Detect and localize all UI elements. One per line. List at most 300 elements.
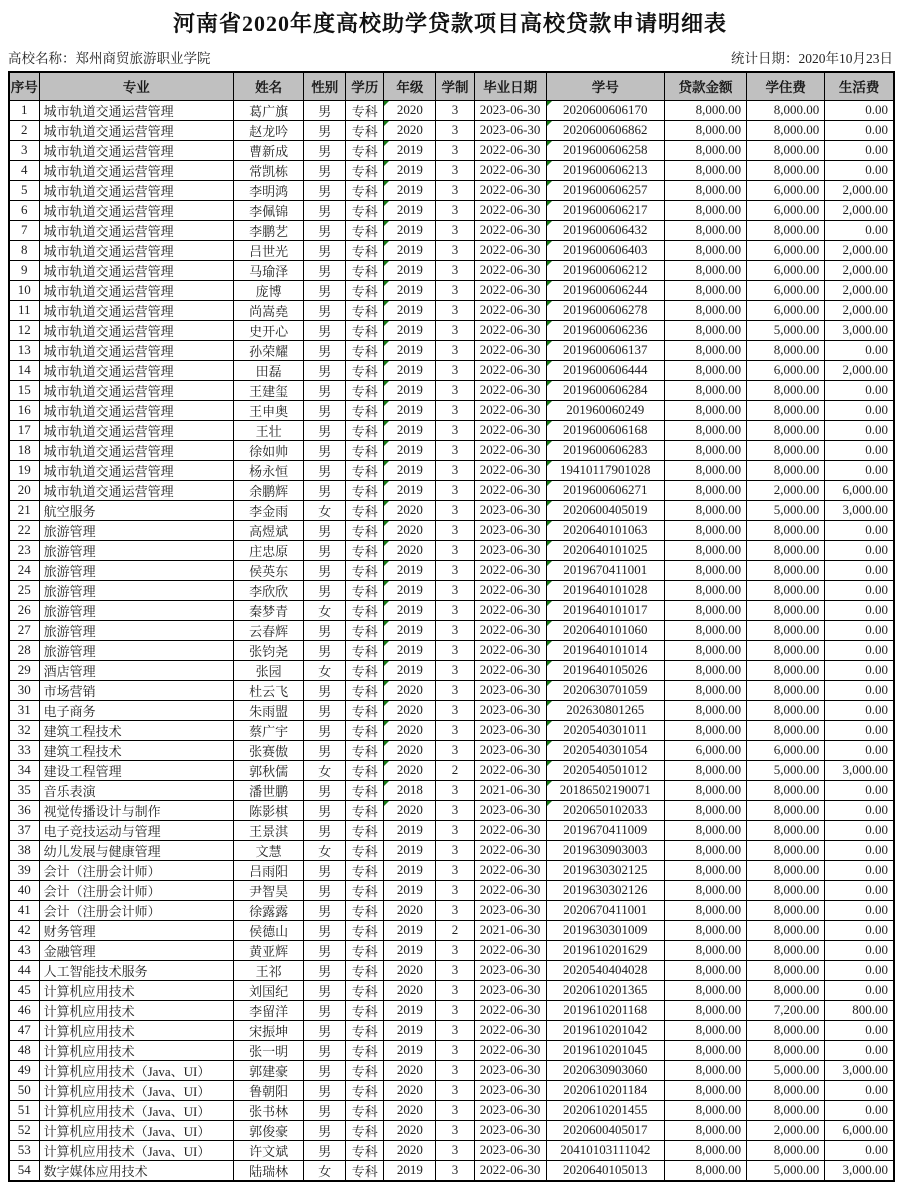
cell-tuition-housing-fee[interactable]: 8,000.00 bbox=[747, 1040, 825, 1060]
cell-duration[interactable]: 3 bbox=[436, 720, 474, 740]
cell-grad-date[interactable]: 2021-06-30 bbox=[474, 780, 546, 800]
cell-tuition-housing-fee[interactable]: 2,000.00 bbox=[747, 480, 825, 500]
cell-loan-amount[interactable]: 8,000.00 bbox=[664, 640, 746, 660]
cell-name[interactable]: 徐露露 bbox=[234, 900, 304, 920]
cell-seq[interactable]: 20 bbox=[9, 480, 39, 500]
cell-major[interactable]: 城市轨道交通运营管理 bbox=[39, 300, 233, 320]
cell-major[interactable]: 城市轨道交通运营管理 bbox=[39, 240, 233, 260]
cell-grad-date[interactable]: 2022-06-30 bbox=[474, 1000, 546, 1020]
cell-grad-date[interactable]: 2022-06-30 bbox=[474, 140, 546, 160]
cell-major[interactable]: 建筑工程技术 bbox=[39, 740, 233, 760]
cell-student-id[interactable]: 2019640101017 bbox=[546, 600, 664, 620]
cell-student-id[interactable]: 2019600606137 bbox=[546, 340, 664, 360]
cell-student-id[interactable]: 2020540301054 bbox=[546, 740, 664, 760]
cell-living-fee[interactable]: 0.00 bbox=[825, 820, 894, 840]
cell-name[interactable]: 尹智昊 bbox=[234, 880, 304, 900]
cell-grade[interactable]: 2020 bbox=[384, 1140, 436, 1160]
cell-living-fee[interactable]: 2,000.00 bbox=[825, 240, 894, 260]
cell-duration[interactable]: 3 bbox=[436, 100, 474, 120]
cell-name[interactable]: 侯英东 bbox=[234, 560, 304, 580]
cell-duration[interactable]: 3 bbox=[436, 520, 474, 540]
cell-major[interactable]: 城市轨道交通运营管理 bbox=[39, 400, 233, 420]
cell-gender[interactable]: 男 bbox=[304, 460, 346, 480]
cell-name[interactable]: 赵龙吟 bbox=[234, 120, 304, 140]
cell-loan-amount[interactable]: 8,000.00 bbox=[664, 820, 746, 840]
cell-loan-amount[interactable]: 8,000.00 bbox=[664, 620, 746, 640]
cell-gender[interactable]: 男 bbox=[304, 340, 346, 360]
cell-seq[interactable]: 13 bbox=[9, 340, 39, 360]
cell-duration[interactable]: 3 bbox=[436, 900, 474, 920]
cell-name[interactable]: 李金雨 bbox=[234, 500, 304, 520]
cell-tuition-housing-fee[interactable]: 8,000.00 bbox=[747, 420, 825, 440]
cell-student-id[interactable]: 2019600606444 bbox=[546, 360, 664, 380]
cell-student-id[interactable]: 2019600606257 bbox=[546, 180, 664, 200]
cell-gender[interactable]: 男 bbox=[304, 540, 346, 560]
cell-major[interactable]: 城市轨道交通运营管理 bbox=[39, 200, 233, 220]
cell-name[interactable]: 庞博 bbox=[234, 280, 304, 300]
cell-name[interactable]: 陆瑞林 bbox=[234, 1160, 304, 1181]
cell-grad-date[interactable]: 2022-06-30 bbox=[474, 1160, 546, 1181]
cell-tuition-housing-fee[interactable]: 8,000.00 bbox=[747, 680, 825, 700]
cell-degree[interactable]: 专科 bbox=[346, 1060, 384, 1080]
cell-degree[interactable]: 专科 bbox=[346, 1100, 384, 1120]
cell-grade[interactable]: 2019 bbox=[384, 220, 436, 240]
cell-student-id[interactable]: 2019610201629 bbox=[546, 940, 664, 960]
cell-grade[interactable]: 2019 bbox=[384, 440, 436, 460]
cell-degree[interactable]: 专科 bbox=[346, 240, 384, 260]
cell-duration[interactable]: 3 bbox=[436, 140, 474, 160]
cell-major[interactable]: 会计（注册会计师） bbox=[39, 860, 233, 880]
cell-tuition-housing-fee[interactable]: 5,000.00 bbox=[747, 1160, 825, 1181]
cell-living-fee[interactable]: 2,000.00 bbox=[825, 180, 894, 200]
cell-living-fee[interactable]: 0.00 bbox=[825, 380, 894, 400]
cell-living-fee[interactable]: 0.00 bbox=[825, 340, 894, 360]
cell-duration[interactable]: 3 bbox=[436, 340, 474, 360]
cell-seq[interactable]: 48 bbox=[9, 1040, 39, 1060]
cell-major[interactable]: 城市轨道交通运营管理 bbox=[39, 160, 233, 180]
cell-living-fee[interactable]: 0.00 bbox=[825, 1080, 894, 1100]
cell-duration[interactable]: 3 bbox=[436, 400, 474, 420]
cell-tuition-housing-fee[interactable]: 8,000.00 bbox=[747, 700, 825, 720]
cell-seq[interactable]: 54 bbox=[9, 1160, 39, 1181]
cell-grade[interactable]: 2019 bbox=[384, 380, 436, 400]
cell-grad-date[interactable]: 2023-06-30 bbox=[474, 500, 546, 520]
cell-grad-date[interactable]: 2022-06-30 bbox=[474, 280, 546, 300]
cell-name[interactable]: 吕雨阳 bbox=[234, 860, 304, 880]
cell-degree[interactable]: 专科 bbox=[346, 300, 384, 320]
cell-loan-amount[interactable]: 8,000.00 bbox=[664, 900, 746, 920]
cell-living-fee[interactable]: 0.00 bbox=[825, 800, 894, 820]
cell-living-fee[interactable]: 6,000.00 bbox=[825, 480, 894, 500]
cell-tuition-housing-fee[interactable]: 8,000.00 bbox=[747, 940, 825, 960]
cell-grad-date[interactable]: 2022-06-30 bbox=[474, 440, 546, 460]
cell-name[interactable]: 潘世鹏 bbox=[234, 780, 304, 800]
cell-grade[interactable]: 2019 bbox=[384, 640, 436, 660]
cell-degree[interactable]: 专科 bbox=[346, 160, 384, 180]
cell-grad-date[interactable]: 2023-06-30 bbox=[474, 700, 546, 720]
cell-seq[interactable]: 41 bbox=[9, 900, 39, 920]
cell-student-id[interactable]: 2019610201045 bbox=[546, 1040, 664, 1060]
cell-student-id[interactable]: 2019640105026 bbox=[546, 660, 664, 680]
cell-name[interactable]: 杨永恒 bbox=[234, 460, 304, 480]
cell-major[interactable]: 数字媒体应用技术 bbox=[39, 1160, 233, 1181]
cell-duration[interactable]: 3 bbox=[436, 700, 474, 720]
cell-loan-amount[interactable]: 8,000.00 bbox=[664, 500, 746, 520]
cell-name[interactable]: 王景淇 bbox=[234, 820, 304, 840]
cell-living-fee[interactable]: 2,000.00 bbox=[825, 360, 894, 380]
cell-loan-amount[interactable]: 8,000.00 bbox=[664, 920, 746, 940]
cell-tuition-housing-fee[interactable]: 8,000.00 bbox=[747, 1080, 825, 1100]
cell-grad-date[interactable]: 2022-06-30 bbox=[474, 840, 546, 860]
cell-seq[interactable]: 38 bbox=[9, 840, 39, 860]
cell-duration[interactable]: 3 bbox=[436, 580, 474, 600]
cell-duration[interactable]: 3 bbox=[436, 620, 474, 640]
cell-living-fee[interactable]: 0.00 bbox=[825, 920, 894, 940]
cell-grad-date[interactable]: 2022-06-30 bbox=[474, 1020, 546, 1040]
cell-grade[interactable]: 2019 bbox=[384, 600, 436, 620]
cell-tuition-housing-fee[interactable]: 8,000.00 bbox=[747, 620, 825, 640]
cell-duration[interactable]: 3 bbox=[436, 660, 474, 680]
cell-grade[interactable]: 2019 bbox=[384, 200, 436, 220]
cell-loan-amount[interactable]: 8,000.00 bbox=[664, 720, 746, 740]
cell-student-id[interactable]: 2019600606212 bbox=[546, 260, 664, 280]
cell-gender[interactable]: 女 bbox=[304, 660, 346, 680]
cell-tuition-housing-fee[interactable]: 6,000.00 bbox=[747, 280, 825, 300]
cell-name[interactable]: 郭建豪 bbox=[234, 1060, 304, 1080]
cell-grade[interactable]: 2019 bbox=[384, 140, 436, 160]
cell-name[interactable]: 刘国纪 bbox=[234, 980, 304, 1000]
cell-duration[interactable]: 3 bbox=[436, 260, 474, 280]
cell-gender[interactable]: 男 bbox=[304, 720, 346, 740]
cell-tuition-housing-fee[interactable]: 8,000.00 bbox=[747, 880, 825, 900]
cell-living-fee[interactable]: 0.00 bbox=[825, 660, 894, 680]
cell-grad-date[interactable]: 2022-06-30 bbox=[474, 1040, 546, 1060]
cell-grade[interactable]: 2020 bbox=[384, 1100, 436, 1120]
cell-gender[interactable]: 男 bbox=[304, 740, 346, 760]
cell-duration[interactable]: 3 bbox=[436, 1120, 474, 1140]
cell-tuition-housing-fee[interactable]: 8,000.00 bbox=[747, 1100, 825, 1120]
cell-name[interactable]: 秦梦青 bbox=[234, 600, 304, 620]
cell-loan-amount[interactable]: 8,000.00 bbox=[664, 520, 746, 540]
cell-grade[interactable]: 2020 bbox=[384, 1120, 436, 1140]
cell-student-id[interactable]: 2019600606213 bbox=[546, 160, 664, 180]
cell-duration[interactable]: 3 bbox=[436, 480, 474, 500]
cell-student-id[interactable]: 2020540301011 bbox=[546, 720, 664, 740]
cell-major[interactable]: 城市轨道交通运营管理 bbox=[39, 280, 233, 300]
cell-major[interactable]: 城市轨道交通运营管理 bbox=[39, 380, 233, 400]
cell-degree[interactable]: 专科 bbox=[346, 560, 384, 580]
cell-living-fee[interactable]: 3,000.00 bbox=[825, 500, 894, 520]
cell-tuition-housing-fee[interactable]: 6,000.00 bbox=[747, 240, 825, 260]
cell-degree[interactable]: 专科 bbox=[346, 700, 384, 720]
cell-loan-amount[interactable]: 8,000.00 bbox=[664, 100, 746, 120]
cell-loan-amount[interactable]: 8,000.00 bbox=[664, 340, 746, 360]
cell-duration[interactable]: 3 bbox=[436, 1060, 474, 1080]
cell-major[interactable]: 建设工程管理 bbox=[39, 760, 233, 780]
cell-student-id[interactable]: 2019600606236 bbox=[546, 320, 664, 340]
cell-major[interactable]: 城市轨道交通运营管理 bbox=[39, 220, 233, 240]
cell-grad-date[interactable]: 2023-06-30 bbox=[474, 1140, 546, 1160]
cell-loan-amount[interactable]: 8,000.00 bbox=[664, 1140, 746, 1160]
cell-duration[interactable]: 3 bbox=[436, 460, 474, 480]
cell-seq[interactable]: 43 bbox=[9, 940, 39, 960]
cell-gender[interactable]: 女 bbox=[304, 760, 346, 780]
cell-living-fee[interactable]: 0.00 bbox=[825, 940, 894, 960]
cell-tuition-housing-fee[interactable]: 8,000.00 bbox=[747, 800, 825, 820]
cell-duration[interactable]: 3 bbox=[436, 1100, 474, 1120]
cell-duration[interactable]: 3 bbox=[436, 320, 474, 340]
cell-degree[interactable]: 专科 bbox=[346, 760, 384, 780]
cell-grade[interactable]: 2019 bbox=[384, 260, 436, 280]
cell-loan-amount[interactable]: 8,000.00 bbox=[664, 700, 746, 720]
cell-grad-date[interactable]: 2023-06-30 bbox=[474, 1080, 546, 1100]
cell-degree[interactable]: 专科 bbox=[346, 880, 384, 900]
cell-degree[interactable]: 专科 bbox=[346, 720, 384, 740]
cell-seq[interactable]: 53 bbox=[9, 1140, 39, 1160]
cell-living-fee[interactable]: 2,000.00 bbox=[825, 280, 894, 300]
cell-tuition-housing-fee[interactable]: 8,000.00 bbox=[747, 820, 825, 840]
cell-living-fee[interactable]: 0.00 bbox=[825, 580, 894, 600]
cell-major[interactable]: 计算机应用技术 bbox=[39, 1000, 233, 1020]
cell-student-id[interactable]: 19410117901028 bbox=[546, 460, 664, 480]
cell-tuition-housing-fee[interactable]: 8,000.00 bbox=[747, 460, 825, 480]
cell-tuition-housing-fee[interactable]: 8,000.00 bbox=[747, 900, 825, 920]
cell-loan-amount[interactable]: 8,000.00 bbox=[664, 780, 746, 800]
cell-living-fee[interactable]: 0.00 bbox=[825, 560, 894, 580]
cell-seq[interactable]: 2 bbox=[9, 120, 39, 140]
cell-grad-date[interactable]: 2022-06-30 bbox=[474, 380, 546, 400]
cell-tuition-housing-fee[interactable]: 8,000.00 bbox=[747, 840, 825, 860]
cell-grade[interactable]: 2019 bbox=[384, 1040, 436, 1060]
cell-major[interactable]: 城市轨道交通运营管理 bbox=[39, 100, 233, 120]
cell-gender[interactable]: 男 bbox=[304, 440, 346, 460]
cell-student-id[interactable]: 201960060249 bbox=[546, 400, 664, 420]
cell-grade[interactable]: 2020 bbox=[384, 520, 436, 540]
cell-gender[interactable]: 男 bbox=[304, 520, 346, 540]
cell-name[interactable]: 蔡广宇 bbox=[234, 720, 304, 740]
cell-tuition-housing-fee[interactable]: 6,000.00 bbox=[747, 180, 825, 200]
cell-duration[interactable]: 3 bbox=[436, 1000, 474, 1020]
cell-loan-amount[interactable]: 8,000.00 bbox=[664, 980, 746, 1000]
cell-seq[interactable]: 25 bbox=[9, 580, 39, 600]
cell-living-fee[interactable]: 3,000.00 bbox=[825, 1160, 894, 1181]
cell-seq[interactable]: 44 bbox=[9, 960, 39, 980]
cell-degree[interactable]: 专科 bbox=[346, 340, 384, 360]
cell-student-id[interactable]: 2019600606244 bbox=[546, 280, 664, 300]
cell-student-id[interactable]: 2020610201365 bbox=[546, 980, 664, 1000]
cell-grade[interactable]: 2020 bbox=[384, 980, 436, 1000]
cell-grad-date[interactable]: 2023-06-30 bbox=[474, 740, 546, 760]
cell-major[interactable]: 城市轨道交通运营管理 bbox=[39, 460, 233, 480]
cell-degree[interactable]: 专科 bbox=[346, 400, 384, 420]
cell-degree[interactable]: 专科 bbox=[346, 920, 384, 940]
cell-grade[interactable]: 2019 bbox=[384, 320, 436, 340]
cell-gender[interactable]: 男 bbox=[304, 780, 346, 800]
cell-duration[interactable]: 3 bbox=[436, 120, 474, 140]
cell-duration[interactable]: 3 bbox=[436, 640, 474, 660]
cell-living-fee[interactable]: 0.00 bbox=[825, 620, 894, 640]
cell-name[interactable]: 张书林 bbox=[234, 1100, 304, 1120]
cell-loan-amount[interactable]: 8,000.00 bbox=[664, 240, 746, 260]
cell-duration[interactable]: 3 bbox=[436, 280, 474, 300]
cell-grade[interactable]: 2019 bbox=[384, 880, 436, 900]
cell-seq[interactable]: 50 bbox=[9, 1080, 39, 1100]
cell-duration[interactable]: 3 bbox=[436, 380, 474, 400]
cell-living-fee[interactable]: 0.00 bbox=[825, 600, 894, 620]
cell-degree[interactable]: 专科 bbox=[346, 1140, 384, 1160]
cell-loan-amount[interactable]: 8,000.00 bbox=[664, 940, 746, 960]
cell-grad-date[interactable]: 2022-06-30 bbox=[474, 660, 546, 680]
cell-loan-amount[interactable]: 8,000.00 bbox=[664, 1080, 746, 1100]
cell-loan-amount[interactable]: 8,000.00 bbox=[664, 580, 746, 600]
cell-seq[interactable]: 35 bbox=[9, 780, 39, 800]
cell-grad-date[interactable]: 2022-06-30 bbox=[474, 820, 546, 840]
cell-grad-date[interactable]: 2022-06-30 bbox=[474, 260, 546, 280]
cell-living-fee[interactable]: 0.00 bbox=[825, 720, 894, 740]
cell-grade[interactable]: 2020 bbox=[384, 100, 436, 120]
cell-gender[interactable]: 男 bbox=[304, 220, 346, 240]
cell-seq[interactable]: 28 bbox=[9, 640, 39, 660]
cell-duration[interactable]: 3 bbox=[436, 560, 474, 580]
cell-gender[interactable]: 男 bbox=[304, 560, 346, 580]
cell-major[interactable]: 计算机应用技术（Java、UI） bbox=[39, 1100, 233, 1120]
cell-degree[interactable]: 专科 bbox=[346, 1120, 384, 1140]
cell-degree[interactable]: 专科 bbox=[346, 640, 384, 660]
cell-gender[interactable]: 男 bbox=[304, 160, 346, 180]
cell-degree[interactable]: 专科 bbox=[346, 840, 384, 860]
cell-degree[interactable]: 专科 bbox=[346, 980, 384, 1000]
cell-name[interactable]: 尚嵩堯 bbox=[234, 300, 304, 320]
cell-loan-amount[interactable]: 8,000.00 bbox=[664, 220, 746, 240]
cell-grad-date[interactable]: 2023-06-30 bbox=[474, 800, 546, 820]
cell-gender[interactable]: 男 bbox=[304, 880, 346, 900]
cell-living-fee[interactable]: 0.00 bbox=[825, 520, 894, 540]
cell-major[interactable]: 计算机应用技术（Java、UI） bbox=[39, 1140, 233, 1160]
cell-name[interactable]: 张一明 bbox=[234, 1040, 304, 1060]
cell-grad-date[interactable]: 2023-06-30 bbox=[474, 520, 546, 540]
cell-tuition-housing-fee[interactable]: 8,000.00 bbox=[747, 220, 825, 240]
cell-grade[interactable]: 2019 bbox=[384, 420, 436, 440]
cell-grade[interactable]: 2020 bbox=[384, 900, 436, 920]
cell-gender[interactable]: 男 bbox=[304, 1000, 346, 1020]
cell-seq[interactable]: 36 bbox=[9, 800, 39, 820]
cell-gender[interactable]: 男 bbox=[304, 960, 346, 980]
cell-student-id[interactable]: 2019600606217 bbox=[546, 200, 664, 220]
cell-seq[interactable]: 19 bbox=[9, 460, 39, 480]
cell-student-id[interactable]: 2019610201042 bbox=[546, 1020, 664, 1040]
cell-major[interactable]: 计算机应用技术（Java、UI） bbox=[39, 1060, 233, 1080]
cell-duration[interactable]: 3 bbox=[436, 500, 474, 520]
cell-name[interactable]: 王建玺 bbox=[234, 380, 304, 400]
cell-name[interactable]: 鲁朝阳 bbox=[234, 1080, 304, 1100]
cell-degree[interactable]: 专科 bbox=[346, 1020, 384, 1040]
cell-seq[interactable]: 31 bbox=[9, 700, 39, 720]
cell-living-fee[interactable]: 0.00 bbox=[825, 160, 894, 180]
cell-gender[interactable]: 男 bbox=[304, 920, 346, 940]
cell-duration[interactable]: 3 bbox=[436, 220, 474, 240]
cell-living-fee[interactable]: 0.00 bbox=[825, 420, 894, 440]
cell-living-fee[interactable]: 0.00 bbox=[825, 700, 894, 720]
cell-major[interactable]: 计算机应用技术 bbox=[39, 1040, 233, 1060]
cell-student-id[interactable]: 20186502190071 bbox=[546, 780, 664, 800]
cell-gender[interactable]: 男 bbox=[304, 1060, 346, 1080]
cell-loan-amount[interactable]: 8,000.00 bbox=[664, 280, 746, 300]
cell-living-fee[interactable]: 3,000.00 bbox=[825, 760, 894, 780]
cell-tuition-housing-fee[interactable]: 5,000.00 bbox=[747, 500, 825, 520]
cell-duration[interactable]: 3 bbox=[436, 1040, 474, 1060]
cell-degree[interactable]: 专科 bbox=[346, 860, 384, 880]
cell-seq[interactable]: 33 bbox=[9, 740, 39, 760]
cell-grade[interactable]: 2019 bbox=[384, 660, 436, 680]
cell-duration[interactable]: 3 bbox=[436, 860, 474, 880]
cell-living-fee[interactable]: 3,000.00 bbox=[825, 320, 894, 340]
cell-grad-date[interactable]: 2022-06-30 bbox=[474, 400, 546, 420]
cell-grade[interactable]: 2019 bbox=[384, 340, 436, 360]
cell-gender[interactable]: 男 bbox=[304, 280, 346, 300]
cell-seq[interactable]: 26 bbox=[9, 600, 39, 620]
cell-duration[interactable]: 3 bbox=[436, 540, 474, 560]
cell-degree[interactable]: 专科 bbox=[346, 660, 384, 680]
cell-grad-date[interactable]: 2022-06-30 bbox=[474, 640, 546, 660]
cell-grade[interactable]: 2019 bbox=[384, 1000, 436, 1020]
cell-student-id[interactable]: 2019600606283 bbox=[546, 440, 664, 460]
cell-major[interactable]: 旅游管理 bbox=[39, 600, 233, 620]
cell-loan-amount[interactable]: 6,000.00 bbox=[664, 740, 746, 760]
cell-seq[interactable]: 8 bbox=[9, 240, 39, 260]
cell-gender[interactable]: 男 bbox=[304, 700, 346, 720]
cell-grad-date[interactable]: 2022-06-30 bbox=[474, 180, 546, 200]
cell-degree[interactable]: 专科 bbox=[346, 100, 384, 120]
cell-living-fee[interactable]: 0.00 bbox=[825, 960, 894, 980]
cell-duration[interactable]: 3 bbox=[436, 240, 474, 260]
cell-grade[interactable]: 2019 bbox=[384, 460, 436, 480]
cell-seq[interactable]: 9 bbox=[9, 260, 39, 280]
cell-living-fee[interactable]: 0.00 bbox=[825, 1140, 894, 1160]
cell-degree[interactable]: 专科 bbox=[346, 280, 384, 300]
cell-duration[interactable]: 3 bbox=[436, 880, 474, 900]
cell-student-id[interactable]: 2020650102033 bbox=[546, 800, 664, 820]
cell-loan-amount[interactable]: 8,000.00 bbox=[664, 180, 746, 200]
cell-grad-date[interactable]: 2021-06-30 bbox=[474, 920, 546, 940]
cell-gender[interactable]: 男 bbox=[304, 900, 346, 920]
cell-seq[interactable]: 5 bbox=[9, 180, 39, 200]
cell-tuition-housing-fee[interactable]: 8,000.00 bbox=[747, 860, 825, 880]
cell-name[interactable]: 马瑜泽 bbox=[234, 260, 304, 280]
cell-grade[interactable]: 2018 bbox=[384, 780, 436, 800]
cell-grad-date[interactable]: 2022-06-30 bbox=[474, 620, 546, 640]
cell-student-id[interactable]: 2019630302126 bbox=[546, 880, 664, 900]
cell-tuition-housing-fee[interactable]: 8,000.00 bbox=[747, 140, 825, 160]
cell-loan-amount[interactable]: 8,000.00 bbox=[664, 120, 746, 140]
cell-student-id[interactable]: 2019600606403 bbox=[546, 240, 664, 260]
cell-major[interactable]: 城市轨道交通运营管理 bbox=[39, 260, 233, 280]
cell-duration[interactable]: 3 bbox=[436, 1140, 474, 1160]
cell-loan-amount[interactable]: 8,000.00 bbox=[664, 560, 746, 580]
cell-student-id[interactable]: 2019600606168 bbox=[546, 420, 664, 440]
cell-student-id[interactable]: 2020630903060 bbox=[546, 1060, 664, 1080]
cell-gender[interactable]: 男 bbox=[304, 100, 346, 120]
cell-grad-date[interactable]: 2022-06-30 bbox=[474, 220, 546, 240]
cell-major[interactable]: 市场营销 bbox=[39, 680, 233, 700]
cell-tuition-housing-fee[interactable]: 8,000.00 bbox=[747, 520, 825, 540]
cell-major[interactable]: 城市轨道交通运营管理 bbox=[39, 440, 233, 460]
cell-loan-amount[interactable]: 8,000.00 bbox=[664, 300, 746, 320]
cell-tuition-housing-fee[interactable]: 8,000.00 bbox=[747, 980, 825, 1000]
cell-student-id[interactable]: 2019600606278 bbox=[546, 300, 664, 320]
cell-duration[interactable]: 3 bbox=[436, 800, 474, 820]
cell-seq[interactable]: 16 bbox=[9, 400, 39, 420]
cell-seq[interactable]: 29 bbox=[9, 660, 39, 680]
